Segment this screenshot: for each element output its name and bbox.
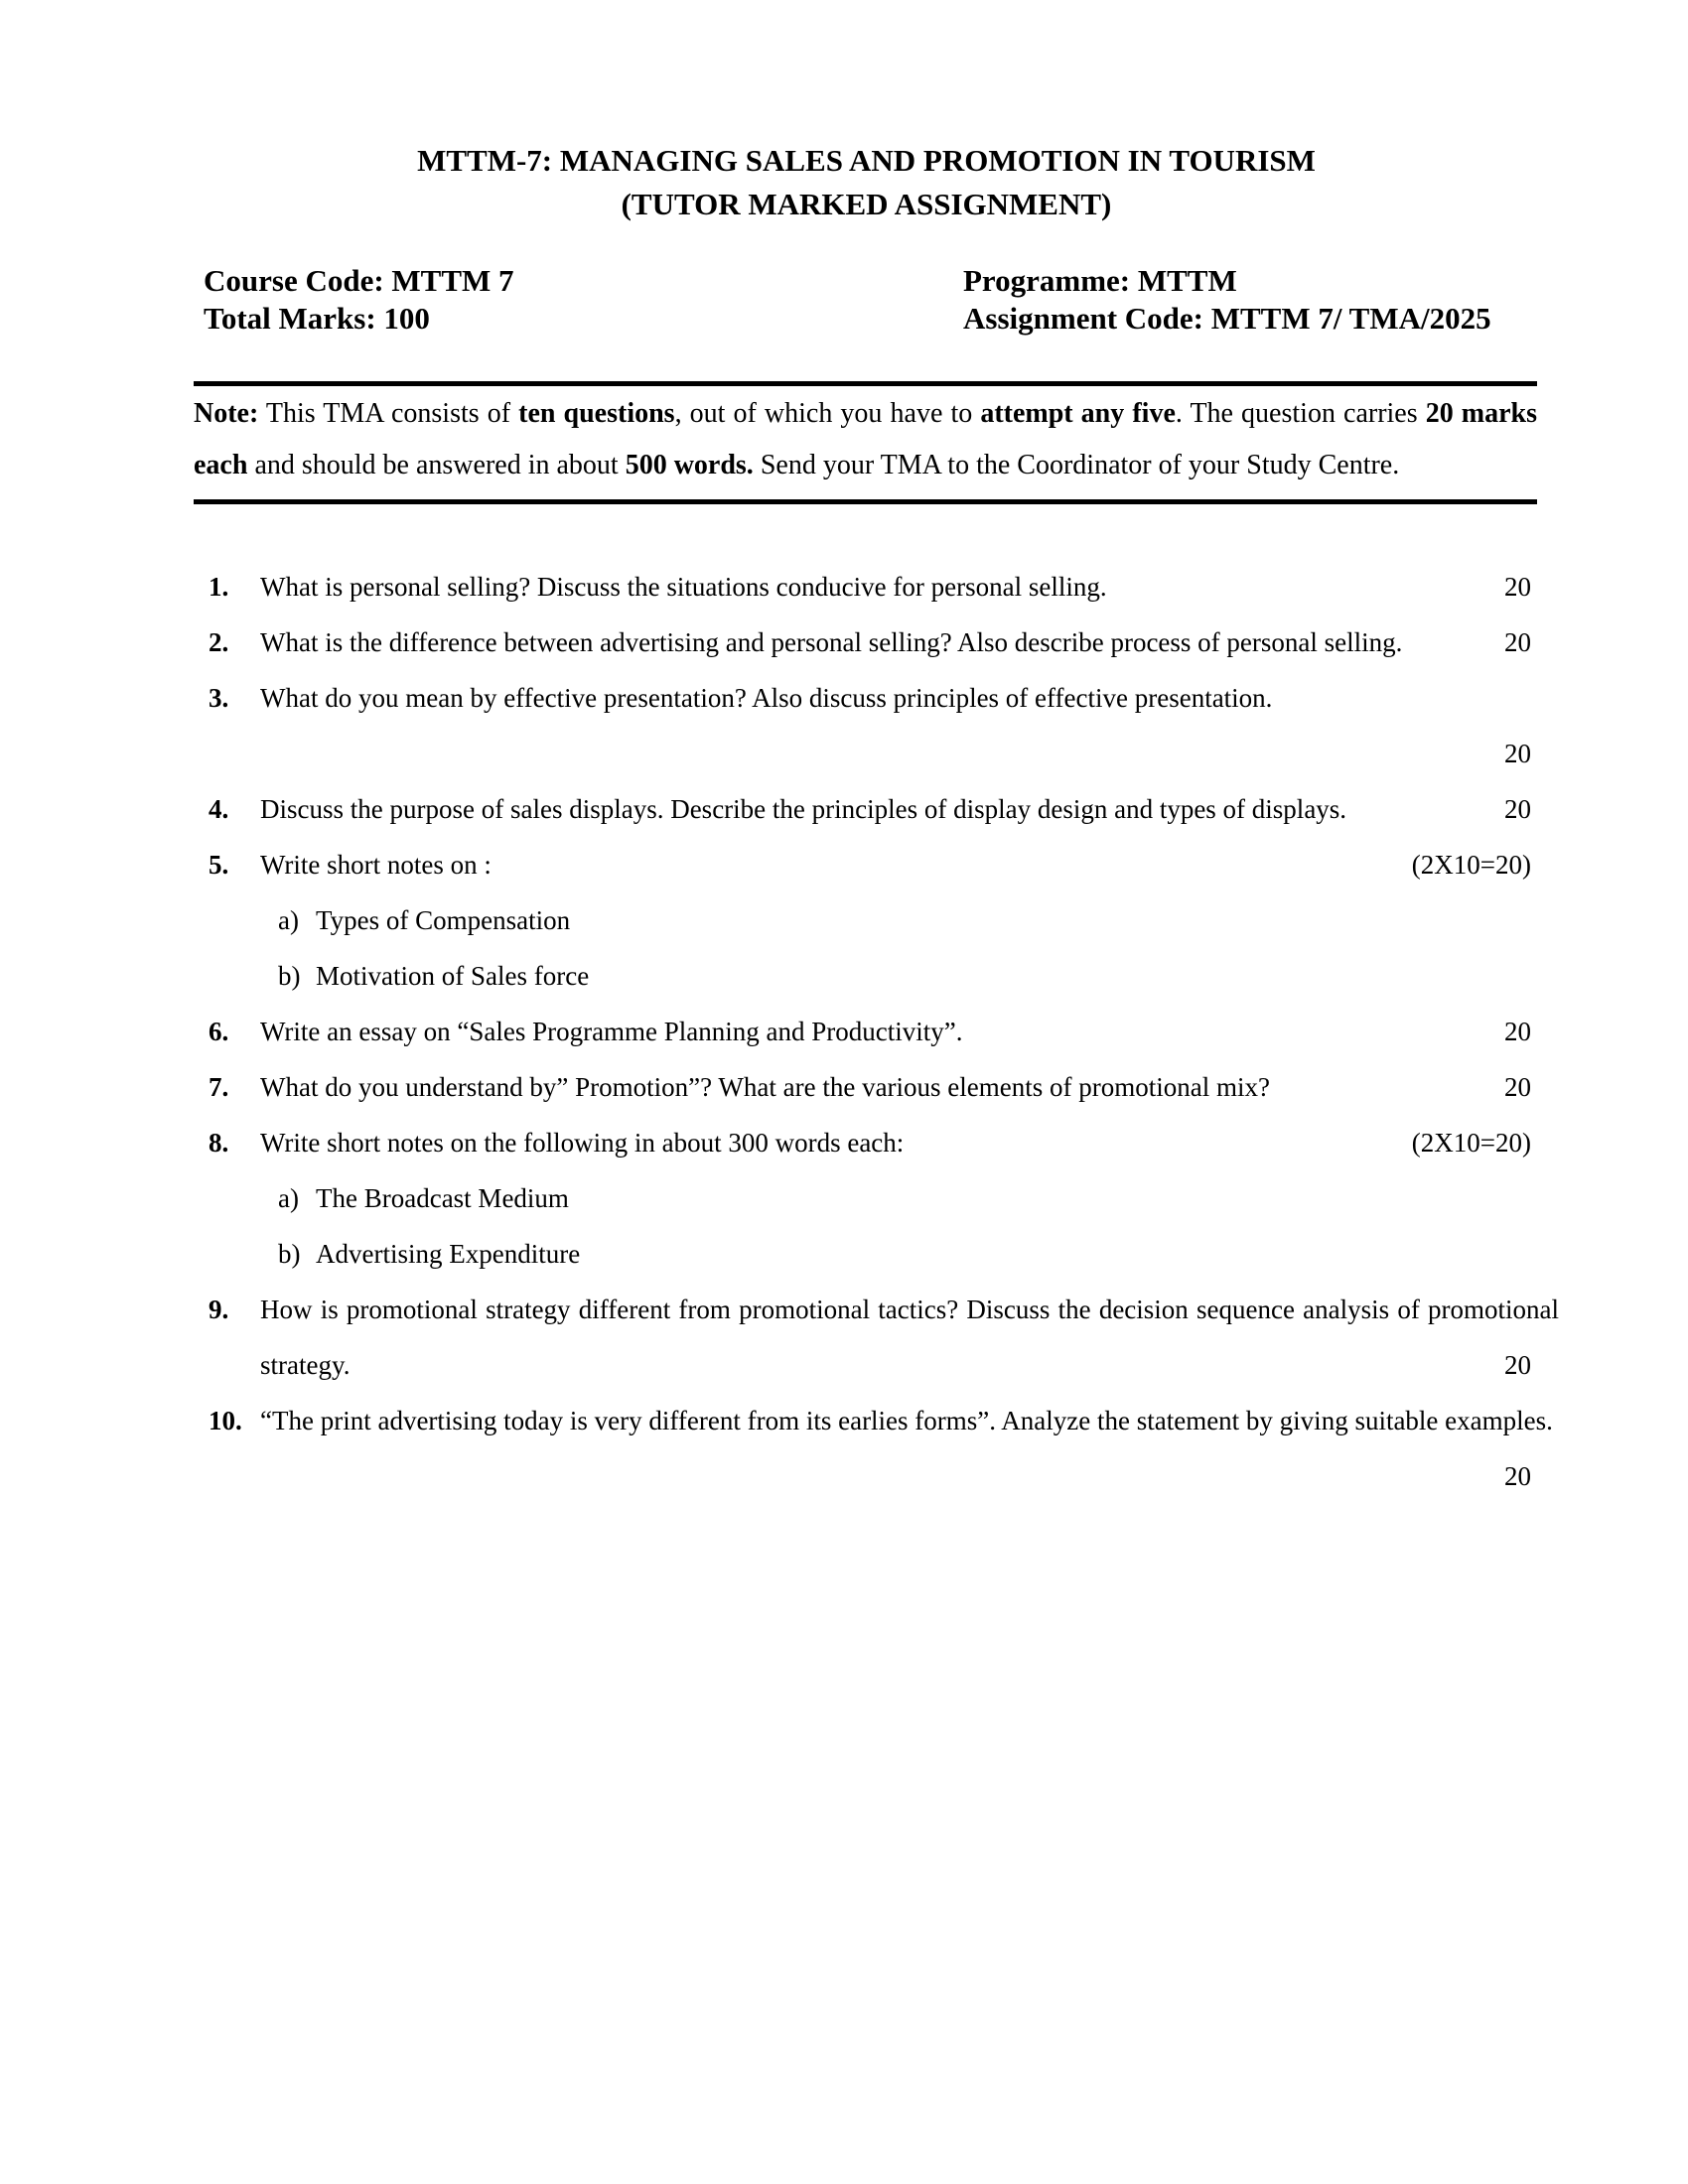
question-text: Discuss the purpose of sales displays. Describe the principles of display design and types of displays. [260, 794, 1347, 824]
sub-item-text: Motivation of Sales force [316, 961, 590, 991]
question-paragraph [260, 1115, 1559, 1170]
question-paragraph [260, 614, 1559, 670]
note-segment: 500 words. [625, 450, 754, 480]
document-title [194, 0, 1539, 226]
header-programme: Programme: MTTM [963, 263, 1237, 298]
question-row [209, 1115, 1559, 1282]
sub-item-text: Advertising Expenditure [316, 1239, 581, 1269]
question-marks: (2X10=20) [1411, 850, 1531, 880]
question-text: Write an essay on “Sales Programme Planning and Productivity”. [260, 1017, 963, 1046]
note-segment: ten questions [518, 398, 675, 429]
question-text: What do you understand by” Promotion”? What are the various elements of promotional mix? [260, 1072, 1270, 1102]
header-assignment-code: Assignment Code: MTTM 7/ TMA/2025 [963, 301, 1491, 336]
question-number: 10. [209, 1406, 242, 1435]
question-number: 4. [209, 794, 229, 824]
note-segment: Send your TMA to the Coordinator of your Study Centre. [753, 450, 1400, 480]
question-number: 7. [209, 1072, 229, 1102]
sub-item [278, 948, 1559, 1004]
question-number: 1. [209, 572, 229, 602]
question-text: What do you mean by effective presentation? Also discuss principles of effective presentation. [260, 683, 1273, 713]
horizontal-rule-top [194, 381, 1537, 386]
sub-item-letter: b) [278, 961, 301, 991]
question-body [260, 1115, 1559, 1282]
header-info [204, 262, 1688, 338]
question-number: 9. [209, 1295, 229, 1324]
sub-item-text: The Broadcast Medium [316, 1183, 569, 1213]
sub-item-text: Types of Compensation [316, 905, 571, 935]
document-title-line-1: MTTM-7: MANAGING SALES AND PROMOTION IN TOURISM [417, 143, 1316, 178]
question-text: How is promotional strategy different from promotional tactics? Discuss the decision sequence analysis of promotional strategy. [260, 1295, 1559, 1380]
horizontal-rule-bottom [194, 499, 1537, 504]
question-marks: 20 [1504, 627, 1531, 657]
question-row [209, 614, 1559, 670]
question-number: 3. [209, 683, 229, 713]
question-number: 8. [209, 1128, 229, 1158]
note-segment: and should be answered in about [247, 450, 626, 480]
questions-list [209, 559, 1559, 1504]
sub-item [278, 1226, 1559, 1282]
question-row [209, 670, 1559, 781]
question-text: What is personal selling? Discuss the situations conducive for personal selling. [260, 572, 1107, 602]
question-body [260, 670, 1559, 781]
question-row [209, 1004, 1559, 1059]
question-row [209, 559, 1559, 614]
question-marks: 20 [1504, 1017, 1531, 1046]
document-title-line-2: (TUTOR MARKED ASSIGNMENT) [621, 187, 1112, 221]
question-number: 2. [209, 627, 229, 657]
question-row [209, 1282, 1559, 1393]
question-body [260, 1004, 1559, 1059]
note-segment: 20 marks each [194, 398, 1538, 480]
question-paragraph [260, 1004, 1559, 1059]
question-body [260, 559, 1559, 614]
sub-items [260, 1170, 1559, 1282]
question-paragraph [260, 670, 1559, 781]
question-text: What is the difference between advertising and personal selling? Also describe process of personal selling. [260, 627, 1403, 657]
question-paragraph [260, 837, 1559, 892]
question-marks: 20 [1504, 1461, 1531, 1491]
question-body [260, 1282, 1559, 1393]
question-body [260, 1393, 1559, 1504]
question-row [209, 1393, 1559, 1504]
question-paragraph [260, 1282, 1559, 1393]
question-paragraph [260, 781, 1559, 837]
note-paragraph [194, 388, 1537, 491]
sub-item-letter: a) [278, 905, 299, 935]
question-text: Write short notes on : [260, 850, 492, 880]
question-body [260, 837, 1559, 1004]
question-number: 5. [209, 850, 229, 880]
question-row [209, 1059, 1559, 1115]
sub-item-letter: a) [278, 1183, 299, 1213]
question-marks: 20 [1504, 572, 1531, 602]
question-body [260, 781, 1559, 837]
sub-items [260, 892, 1559, 1004]
question-marks: 20 [1504, 1350, 1531, 1380]
question-marks: 20 [1504, 1072, 1531, 1102]
note-segment: , out of which you have to [674, 398, 981, 429]
question-text: “The print advertising today is very different from its earlies forms”. Analyze the statement by giving suitable examples. [260, 1406, 1553, 1435]
question-body [260, 614, 1559, 670]
question-paragraph [260, 1059, 1559, 1115]
question-text: Write short notes on the following in about 300 words each: [260, 1128, 905, 1158]
question-number: 6. [209, 1017, 229, 1046]
question-paragraph [260, 559, 1559, 614]
question-marks: 20 [1504, 739, 1531, 768]
sub-item-letter: b) [278, 1239, 301, 1269]
sub-item [278, 1170, 1559, 1226]
question-marks: (2X10=20) [1411, 1128, 1531, 1158]
sub-item [278, 892, 1559, 948]
note-segment: This TMA consists of [258, 398, 519, 429]
header-course-code: Course Code: MTTM 7 [204, 263, 514, 298]
note-segment: Note: [194, 398, 259, 429]
header-total-marks: Total Marks: 100 [204, 301, 430, 336]
question-marks: 20 [1504, 794, 1531, 824]
note-segment: attempt any five [980, 398, 1176, 429]
question-row [209, 781, 1559, 837]
note-segment: . The question carries [1175, 398, 1426, 429]
question-row [209, 837, 1559, 1004]
question-paragraph [260, 1393, 1559, 1491]
question-body [260, 1059, 1559, 1115]
